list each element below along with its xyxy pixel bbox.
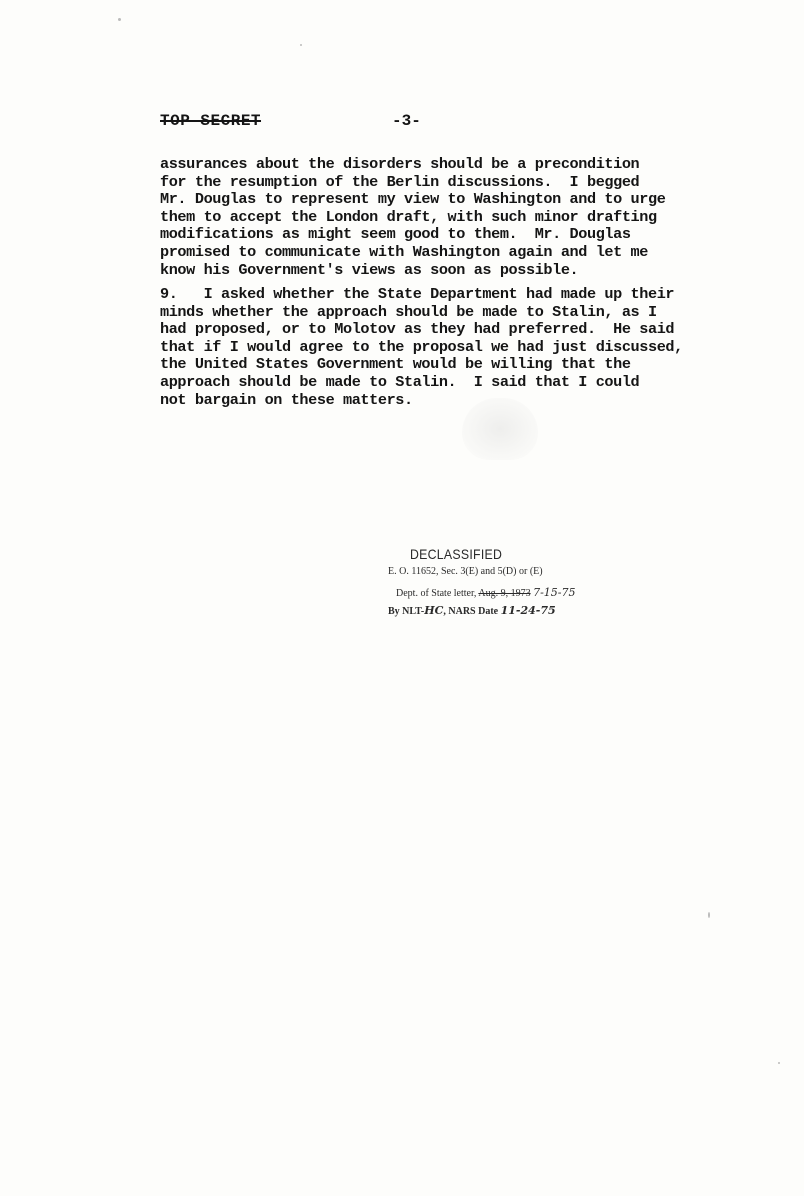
declass-nars-date: 11-24-75 bbox=[500, 604, 556, 617]
classification-marking: TOP SECRET bbox=[160, 112, 262, 130]
text-line: that if I would agree to the proposal we had just discussed, bbox=[160, 337, 683, 356]
text-line: modifications as might seem good to them. Mr. Douglas bbox=[160, 225, 631, 244]
paper-speck bbox=[300, 44, 302, 46]
text-line: not bargain on these matters. bbox=[160, 390, 413, 409]
text-line: know his Government's views as soon as possible. bbox=[160, 260, 579, 279]
declass-struck-date: Aug. 9, 1973 bbox=[478, 588, 531, 599]
text-line: minds whether the approach should be made to Stalin, as I bbox=[160, 302, 657, 321]
text-line: approach should be made to Stalin. I said that I could bbox=[160, 372, 640, 391]
text-line: the United States Government would be willing that the bbox=[160, 355, 631, 374]
text-line: Mr. Douglas to represent my view to Washington and to urge bbox=[160, 190, 666, 209]
declass-by-line bbox=[388, 604, 556, 617]
declass-initials: HC bbox=[424, 604, 444, 617]
declass-authority-line: E. O. 11652, Sec. 3(E) and 5(D) or (E) bbox=[388, 566, 543, 577]
paper-speck bbox=[778, 1062, 780, 1064]
declassified-title: DECLASSIFIED bbox=[410, 546, 503, 562]
declass-letter-line bbox=[396, 586, 576, 599]
paper-speck bbox=[708, 912, 710, 918]
declass-nars-label: , NARS Date bbox=[443, 606, 501, 617]
paragraph-9 bbox=[160, 286, 720, 409]
paragraph-1 bbox=[160, 156, 720, 279]
text-line: 9. I asked whether the State Department had made up their bbox=[160, 285, 675, 303]
declass-letter-prefix: Dept. of State letter, bbox=[396, 588, 479, 599]
declass-by-prefix: By NLT- bbox=[388, 606, 425, 617]
text-line: had proposed, or to Molotov as they had preferred. He said bbox=[160, 320, 675, 339]
text-line: promised to communicate with Washington again and let me bbox=[160, 242, 648, 261]
declass-handwritten-date: 7-15-75 bbox=[533, 586, 576, 599]
text-line: for the resumption of the Berlin discussions. I begged bbox=[160, 172, 640, 191]
text-line: assurances about the disorders should be a precondition bbox=[160, 155, 640, 173]
page-number: -3- bbox=[392, 112, 421, 130]
text-line: them to accept the London draft, with such minor drafting bbox=[160, 207, 657, 226]
paper-speck bbox=[118, 18, 121, 21]
faint-seal-stamp bbox=[462, 398, 538, 460]
